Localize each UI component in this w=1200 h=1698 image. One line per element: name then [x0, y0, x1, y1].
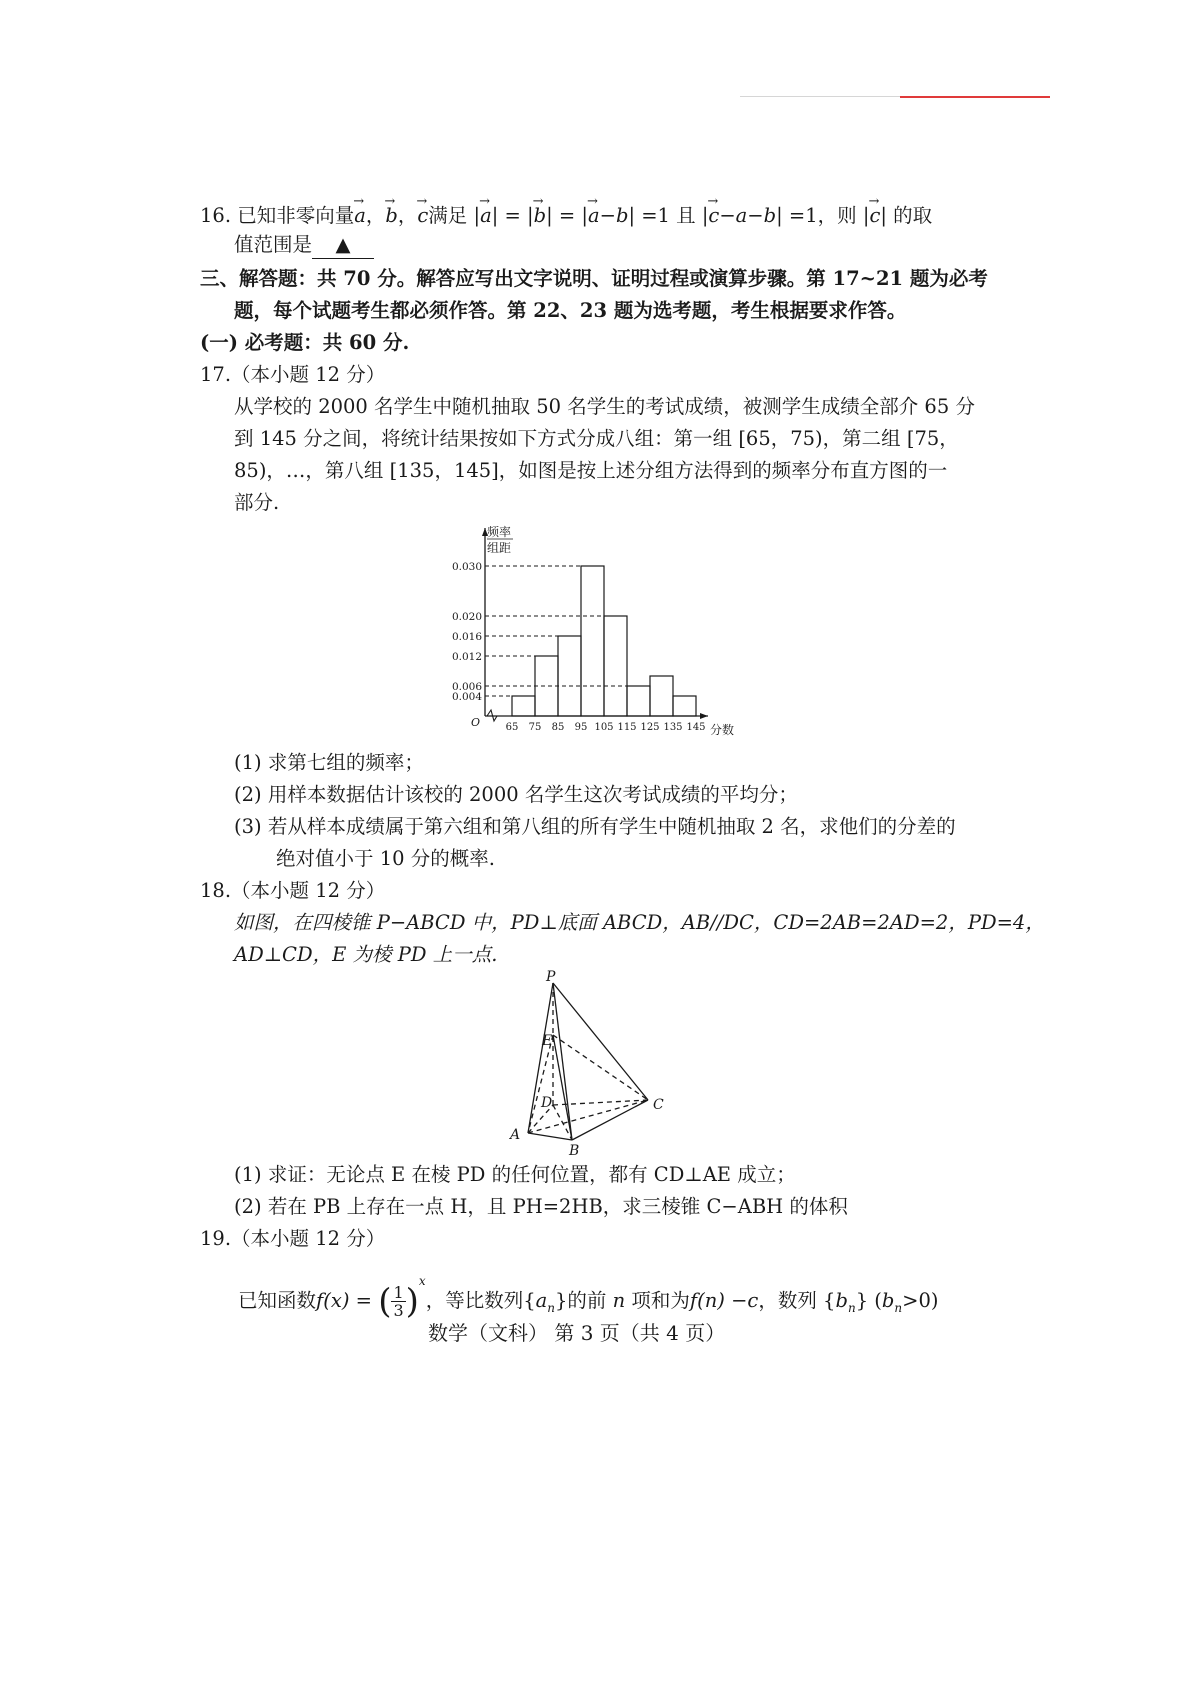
- q18-s1: (1) 求证：无论点 E 在棱 PD 的任何位置，都有 CD⊥AE 成立；: [234, 1163, 796, 1186]
- pyramid-figure: [500, 965, 680, 1155]
- y-label-bottom: 组距: [487, 541, 512, 555]
- x-tick-label: 105: [594, 722, 614, 733]
- vertex-label-B: B: [569, 1143, 580, 1155]
- histogram-bar-4: [581, 566, 604, 716]
- x-tick-label: 125: [640, 722, 660, 733]
- edge-AB: [528, 1133, 572, 1140]
- q16-line2: 值范围是 ▲: [234, 232, 374, 259]
- y-tick-label: 0.006: [451, 681, 482, 693]
- q17-p3: 85)，…，第八组 [135，145]，如图是按上述分组方法得到的频率分布直方图的一: [234, 459, 948, 482]
- q19-header: 19.（本小题 12 分）: [200, 1227, 386, 1250]
- q18-s2: (2) 若在 PB 上存在一点 H，且 PH=2HB，求三棱锥 C−ABH 的体积: [234, 1195, 848, 1218]
- q18-header: 18.（本小题 12 分）: [200, 879, 386, 902]
- x-tick-label: 135: [663, 722, 683, 733]
- y-tick-label: 0.004: [451, 691, 482, 703]
- vertex-label-E: E: [542, 1033, 553, 1049]
- q17-s2: (2) 用样本数据估计该校的 2000 名学生这次考试成绩的平均分；: [234, 783, 798, 806]
- histogram-bar-7: [650, 676, 673, 716]
- q18-p2: AD⊥CD，E 为棱 PD 上一点.: [234, 943, 498, 966]
- histogram-bar-1: [512, 696, 535, 716]
- x-axis-arrow: [700, 713, 708, 719]
- q17-p2: 到 145 分之间，将统计结果按如下方式分成八组：第一组 [65，75)，第二组 [75，: [234, 427, 959, 450]
- page-footer: 数学（文科） 第 3 页（共 4 页）: [428, 1321, 726, 1345]
- q17-s3a: (3) 若从样本成绩属于第六组和第八组的所有学生中随机抽取 2 名，求他们的分差的: [234, 815, 956, 838]
- vertex-label-A: A: [510, 1127, 521, 1143]
- answer-blank: ▲: [312, 232, 374, 259]
- x-tick-label: 85: [551, 722, 565, 733]
- q17-s3b: 绝对值小于 10 分的概率.: [276, 847, 495, 870]
- x-tick-label: 145: [686, 722, 706, 733]
- segment-EB: [553, 1035, 572, 1140]
- edge-PC: [553, 983, 648, 1100]
- section3-sub1: (一) 必考题：共 60 分.: [200, 331, 410, 354]
- q16-line1: 16. 已知非零向量→ a，→ b，→ c满足 |→ a| = |→ b| = |→ a−b| =1 且 |→ c−a−b| =1，则 |→ c| 的取: [200, 200, 932, 229]
- q19-line1: 已知函数f(x) = ( $\frac{1}{3}$ )$^x$，等比数列$\{a_n\}$的前 n 项和为f(n) −c，数列 $\{b_n\}$ $(b_n>0)$: [238, 1274, 939, 1322]
- y-tick-label: 0.016: [451, 631, 482, 643]
- scan-red-mark: [900, 96, 1050, 98]
- vertex-label-P: P: [546, 969, 556, 985]
- segment-EC: [553, 1035, 648, 1100]
- origin-label: O: [471, 716, 481, 729]
- q17-p1: 从学校的 2000 名学生中随机抽取 50 名学生的考试成绩，被测学生成绩全部介 65 分: [234, 395, 975, 418]
- y-tick-label: 0.020: [451, 611, 482, 623]
- y-tick-label: 0.012: [451, 651, 482, 663]
- histogram-bar-6: [627, 686, 650, 716]
- q18-p1: 如图，在四棱锥 P−ABCD 中，PD⊥底面 ABCD，AB//DC，CD=2AB=2AD=2，PD=4，: [234, 911, 1045, 934]
- edge-BC: [572, 1100, 648, 1140]
- scan-artifact-line: [740, 96, 900, 97]
- section3-line2: 题，每个试题考生都必须作答。第 22、23 题为选考题，考生根据要求作答。: [234, 299, 907, 322]
- q17-p4: 部分.: [234, 491, 280, 514]
- x-tick-label: 95: [574, 722, 588, 733]
- y-tick-label: 0.030: [451, 561, 482, 573]
- q17-header: 17.（本小题 12 分）: [200, 363, 386, 386]
- histogram-bar-8: [673, 696, 696, 716]
- histogram-bar-3: [558, 636, 581, 716]
- histogram-bar-2: [535, 656, 558, 716]
- x-tick-label: 75: [528, 722, 542, 733]
- vertex-label-D: D: [541, 1095, 553, 1111]
- section3-line1: 三、解答题：共 70 分。解答应写出文字说明、证明过程或演算步骤。第 17~21 题为必考: [200, 267, 988, 290]
- x-tick-label: 115: [617, 722, 637, 733]
- x-tick-label: 65: [505, 722, 519, 733]
- y-label-top: 频率: [487, 525, 512, 539]
- edge-PB: [553, 983, 572, 1140]
- histogram-bar-5: [604, 616, 627, 716]
- q17-s1: (1) 求第七组的频率；: [234, 751, 424, 774]
- vertex-label-C: C: [653, 1097, 664, 1113]
- frequency-histogram: [440, 518, 740, 743]
- x-axis-label: 分数: [710, 723, 735, 737]
